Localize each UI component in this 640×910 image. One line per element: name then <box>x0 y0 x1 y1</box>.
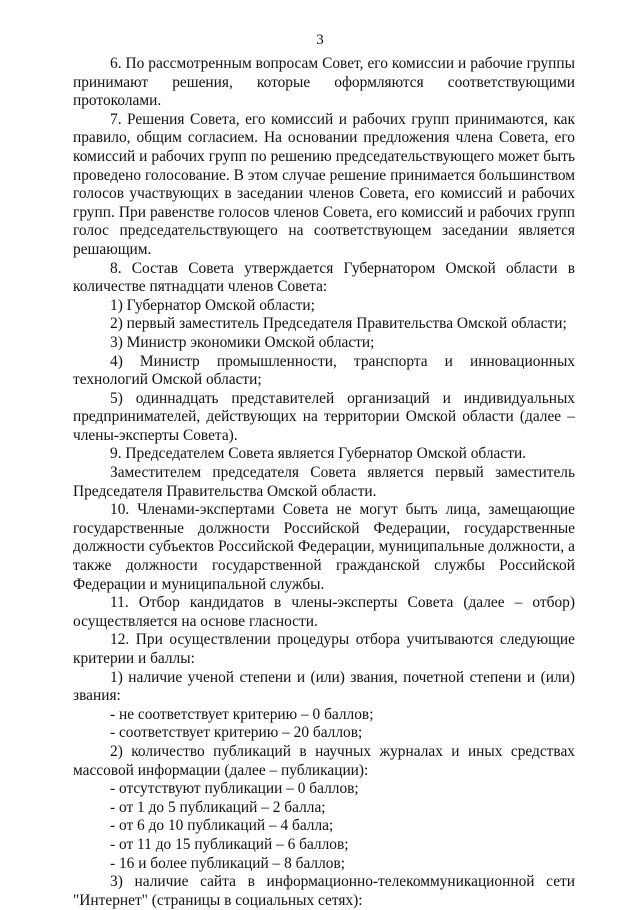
criterion-2: 2) количество публикаций в научных журналах и иных средствах массовой информации (далее – публикации): <box>73 742 575 779</box>
list-item-representatives: 5) одиннадцать представителей организаций и индивидуальных предпринимателей, действующих на территории Омской области (далее – члены-эксперты Совета). <box>73 389 575 444</box>
page-number: 3 <box>316 32 324 48</box>
criterion-1-score-0: - не соответствует критерию – 0 баллов; <box>110 705 374 723</box>
criterion-2-score-8: - 16 и более публикаций – 8 баллов; <box>110 854 346 872</box>
criterion-1-score-20: - соответствует критерию – 20 баллов; <box>110 724 363 742</box>
paragraph-10: 10. Членами-экспертами Совета не могут быть лица, замещающие государственные должности Российской Федерации, государственные должности субъектов Российской Федерации, муниципальные должности, а также должности государственной гражданской службы Российской Федерации и муниципальной службы. <box>73 501 575 593</box>
list-item-first-deputy: 2) первый заместитель Председателя Правительства Омской области; <box>110 315 567 333</box>
criterion-2-score-0: - отсутствуют публикации – 0 баллов; <box>110 780 359 798</box>
criterion-2-score-4: - от 6 до 10 публикаций – 4 балла; <box>110 817 334 835</box>
paragraph-deputy-chair: Заместителем председателя Совета является первый заместитель Председателя Правительства Омской области. <box>73 464 575 500</box>
list-item-industry-minister: 4) Министр промышленности, транспорта и инновационных технологий Омской области; <box>73 352 575 389</box>
paragraph-7: 7. Решения Совета, его комиссий и рабочих групп принимаются, как правило, общим согласием. На основании предложения члена Совета, его комиссий и рабочих групп по решению председательствующего может быть проведено голосование. В этом случае решение принимается большинством голосов участвующих в заседании членов Совета, его комиссий и рабочих групп. При равенстве голосов членов Совета, его комиссий и рабочих групп голос председательствующего на соответствующем заседании является решающим. <box>73 110 575 258</box>
paragraph-6: 6. По рассмотренным вопросам Совет, его комиссии и рабочие группы принимают решения, которые оформляются соответствующими протоколами. <box>73 55 575 110</box>
list-item-governor: 1) Губернатор Омской области; <box>110 296 315 314</box>
criterion-1: 1) наличие ученой степени и (или) звания, почетной степени и (или) звания: <box>73 668 575 705</box>
document-body <box>73 55 575 910</box>
paragraph-11: 11. Отбор кандидатов в члены-эксперты Совета (далее – отбор) осуществляется на основе гласности. <box>73 594 575 630</box>
criterion-2-score-6: - от 11 до 15 публикаций – 6 баллов; <box>110 835 349 853</box>
paragraph-8: 8. Состав Совета утверждается Губернатором Омской области в количестве пятнадцати членов Совета: <box>73 259 575 296</box>
criterion-2-score-2: - от 1 до 5 публикаций – 2 балла; <box>110 798 326 816</box>
criterion-3: 3) наличие сайта в информационно-телекоммуникационной сети "Интернет" (страницы в социальных сетях): <box>73 873 575 909</box>
list-item-economy-minister: 3) Министр экономики Омской области; <box>110 333 375 351</box>
paragraph-12: 12. При осуществлении процедуры отбора учитываются следующие критерии и баллы: <box>73 631 575 667</box>
paragraph-9: 9. Председателем Совета является Губернатор Омской области. <box>110 445 527 463</box>
